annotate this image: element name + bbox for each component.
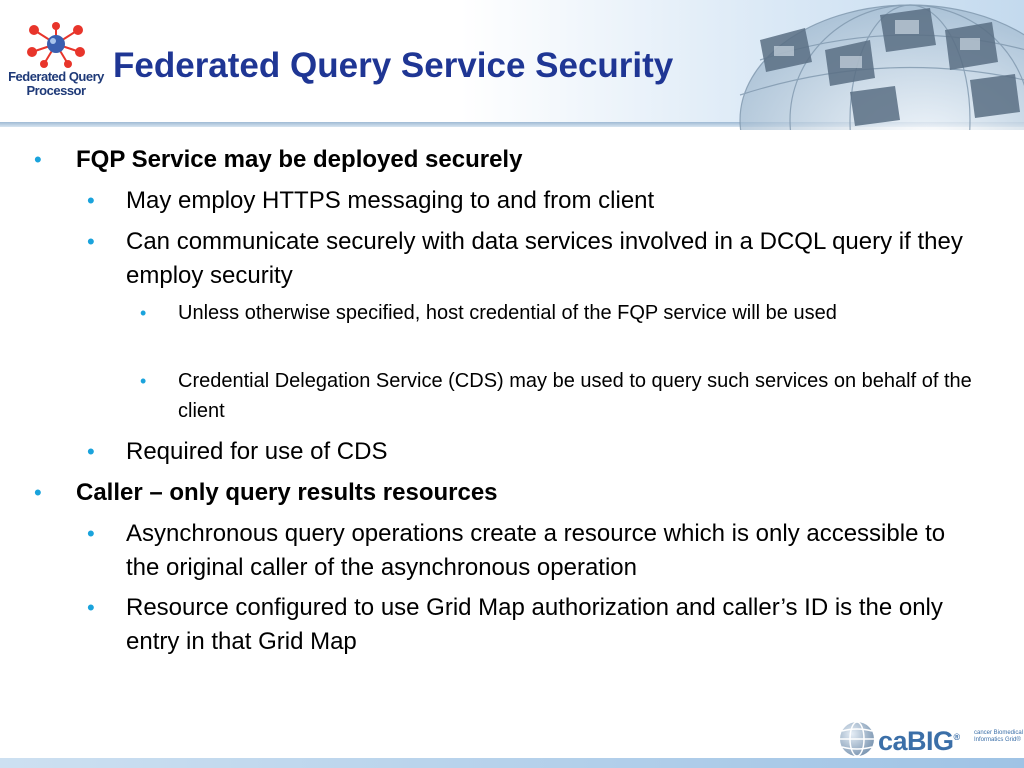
bullet-level-2-text: May employ HTTPS messaging to and from client	[126, 187, 655, 214]
cabig-wordmark: caBIG®	[878, 726, 960, 756]
fqp-logo	[4, 22, 108, 102]
network-nodes-logo-icon	[24, 22, 88, 70]
slide-title: Federated Query Service Security	[113, 46, 674, 85]
bullet-level-2-text: Resource configured to use Grid Map authorization and caller’s ID is the only entry in that Grid Map	[126, 594, 943, 655]
bullet-level-2-text: Asynchronous query operations create a resource which is only accessible to the original caller of the asynchronous operation	[126, 520, 946, 581]
logo-caption: Federated Query Processor	[8, 69, 104, 98]
bullet-marker: •	[140, 303, 147, 323]
cabig-logo	[838, 716, 1024, 760]
cabig-sphere-icon	[838, 720, 876, 758]
bullet-level-3-text: Unless otherwise specified, host credential of the FQP service will be used	[178, 302, 837, 324]
bullet-level-1-text: FQP Service may be deployed securely	[76, 146, 523, 173]
bullet-marker: •	[140, 371, 147, 391]
bullet-marker: •	[34, 480, 42, 505]
bullet-marker: •	[87, 439, 95, 464]
bullet-marker: •	[87, 188, 95, 213]
globe-collage-icon	[730, 0, 1024, 130]
cabig-tagline: cancer Biomedical Informatics Grid®	[974, 730, 1024, 743]
bullet-marker: •	[34, 147, 42, 172]
bullet-level-2-text: Can communicate securely with data services involved in a DCQL query if they employ security	[126, 228, 963, 289]
bullet-marker: •	[87, 595, 95, 620]
bullet-level-2-text: Required for use of CDS	[126, 438, 388, 465]
bullet-marker: •	[87, 229, 95, 254]
bullet-level-1-text: Caller – only query results resources	[76, 479, 498, 506]
bullet-marker: •	[87, 521, 95, 546]
bullet-level-3-text: Credential Delegation Service (CDS) may be used to query such services on behalf of the client	[178, 370, 972, 422]
